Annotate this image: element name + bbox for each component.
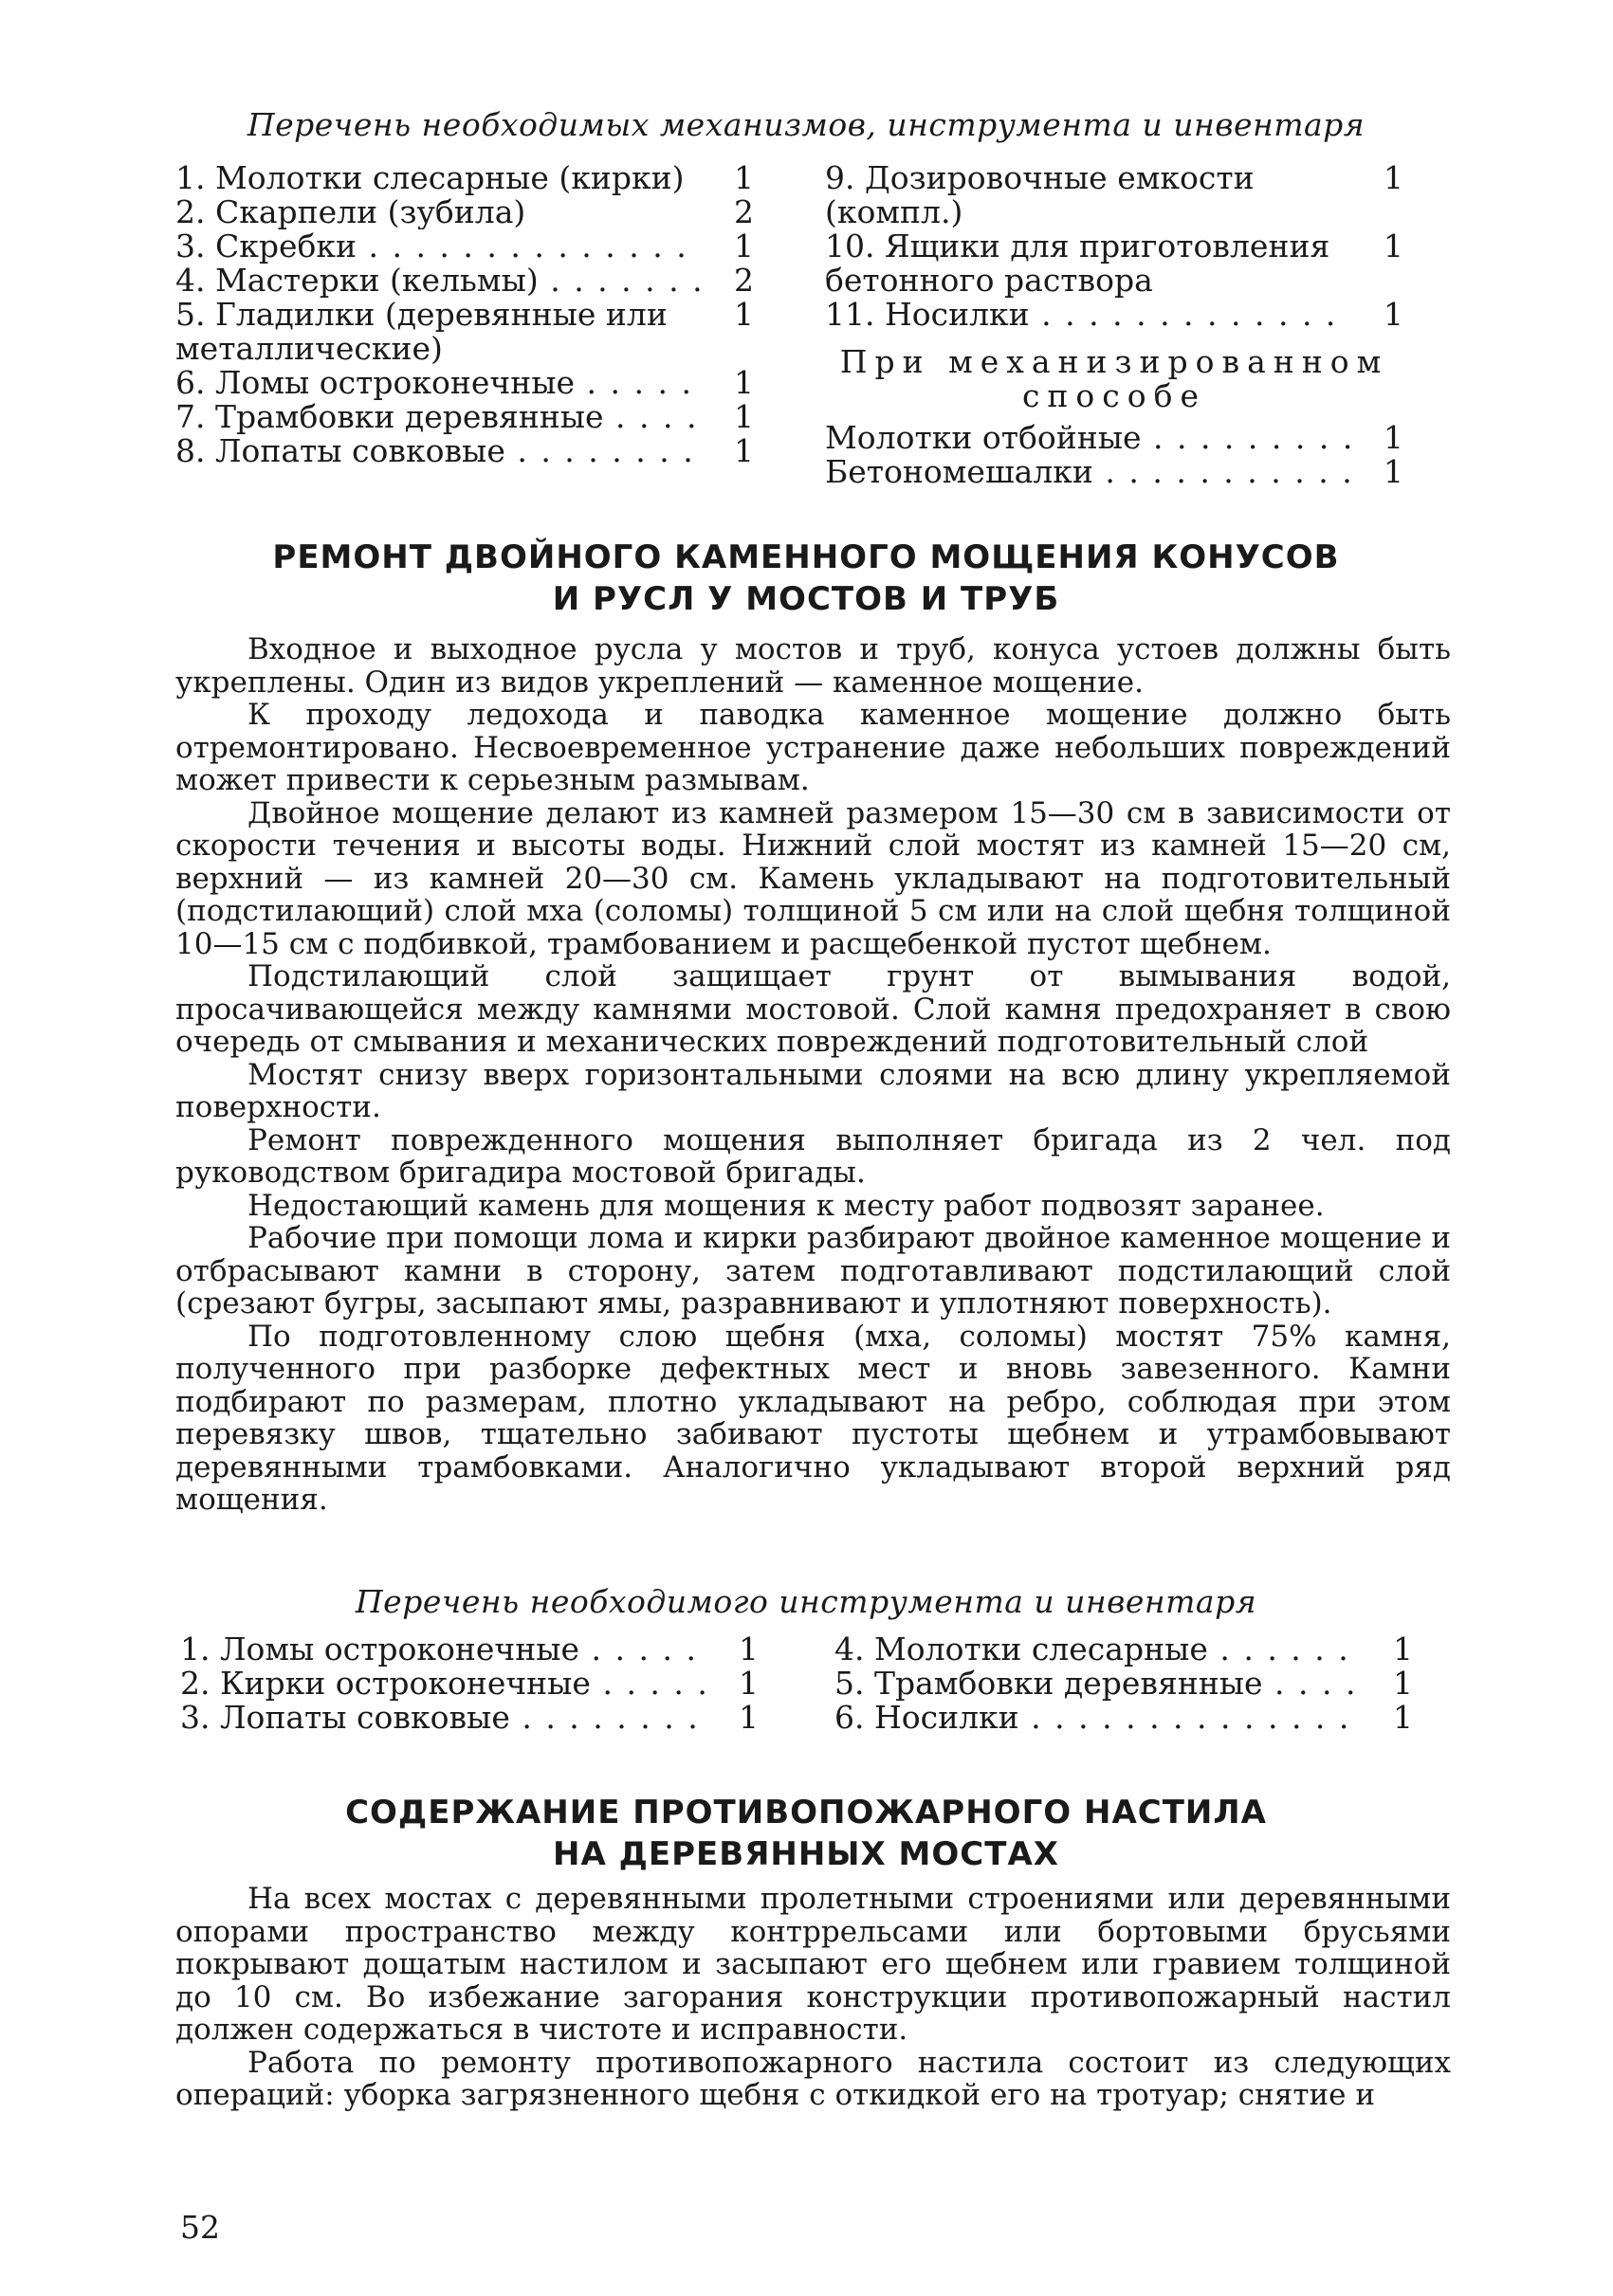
paragraph: Мостят снизу вверх горизонтальными слоями на всю длину укрепляемой поверхности. [175, 1057, 1451, 1124]
instrument-list-left [180, 1632, 759, 1735]
instrument-list-heading: Перечень необходимого инструмента и инвентаря [355, 1583, 1257, 1620]
paragraph: Подстилающий слой защищает грунт от вымывания водой, просачивающейся между камнями мостовой. Слой камня предохраняет в свою очередь от смывания и механических повреждений подготовительный слой [175, 959, 1451, 1059]
page-number: 52 [180, 2209, 220, 2246]
list-item: 7. Трамбовки деревянные . . . 1 [175, 400, 754, 434]
list-item: 6. Носилки . . . 1 [834, 1701, 1413, 1735]
tools-list-left [175, 161, 754, 468]
paragraph: По подготовленному слою щебня (мха, соломы) мостят 75% камня, полученного при разборке дефектных мест и вновь завезенного. Камни подбирают по размерам, плотно укладывают на ребро, соблюдая при этом перевязку швов, тщательно забивают пустоты щебнем и утрамбовывают деревянными трамбовками. Аналогично укладывают второй верхний ряд мощения. [175, 1319, 1451, 1517]
list-item: 3. Лопаты совковые . . . 1 [180, 1701, 759, 1735]
list-item: 2. Кирки остроконечные . . . 1 [180, 1667, 759, 1701]
list-item: 1. Молотки слесарные (кирки) 1 [175, 159, 754, 196]
list-item: 8. Лопаты совковые . . . 1 [175, 434, 754, 468]
tools-list-heading: Перечень необходимых механизмов, инструмента и инвентаря [247, 106, 1366, 143]
list-item: 10. Ящики для приготовления бетонного раствора 1 [825, 228, 1403, 298]
mechanized-subheading: При механизированном способе [839, 343, 1389, 414]
paragraph: Работа по ремонту противопожарного настила состоит из следующих операций: уборка загрязненного щебня с откидкой его на тротуар; снятие и [175, 2045, 1451, 2112]
list-item: Бетономешалки . . . 1 [825, 455, 1403, 489]
paragraph: На всех мостах с деревянными пролетными строениями или деревянными опорами пространство между контррельсами или бортовыми брусьями покрывают дощатым настилом и засыпают его щебнем или гравием толщиной до 10 см. Во избежание загорания конструкции противопожарный настил должен содержаться в чистоте и исправности. [175, 1882, 1451, 2047]
instrument-list-right [834, 1632, 1413, 1735]
list-item: 11. Носилки . . . 1 [825, 298, 1403, 332]
section-body-fire-deck [175, 1883, 1451, 2112]
paragraph: Входное и выходное русла у мостов и труб, конуса устоев должны быть укреплены. Один из видов укреплений — каменное мощение. [175, 632, 1451, 700]
list-item: 5. Гладилки (деревянные или металлические) 1 [175, 296, 754, 366]
paragraph: Двойное мощение делают из камней размером 15—30 см в зависимости от скорости течения и высоты воды. Нижний слой мостят из камней 15—20 см, верхний — из камней 20—30 см. Камень укладывают на подготовительный (подстилающий) слой мха (соломы) толщиной 5 см или на слой щебня толщиной 10—15 см с подбивкой, трамбованием и расщебенкой пустот щебнем. [175, 795, 1451, 961]
tools-list-right [825, 161, 1403, 489]
list-item: 9. Дозировочные емкости (компл.) 1 [825, 159, 1403, 229]
paragraph: Недостающий камень для мощения к месту работ подвозят заранее. [247, 1188, 1325, 1223]
list-item: 4. Мастерки (кельмы) . . . 2 [175, 264, 754, 298]
paragraph: Рабочие при помощи лома и кирки разбирают двойное каменное мощение и отбрасывают камни в сторону, затем подготавливают подстилающий слой (срезают бугры, засыпают ямы, разравнивают и уплотняют поверхность). [175, 1221, 1451, 1321]
list-item: Молотки отбойные . . . 1 [825, 421, 1403, 455]
list-item: 5. Трамбовки деревянные . . . 1 [834, 1667, 1413, 1701]
list-item: 4. Молотки слесарные . . . 1 [834, 1632, 1413, 1667]
list-item: 1. Ломы остроконечные . . . 1 [180, 1632, 759, 1667]
paragraph: Ремонт поврежденного мощения выполняет бригада из 2 чел. под руководством бригадира мостовой бригады. [175, 1122, 1451, 1190]
list-item: 2. Скарпели (зубила) 2 [175, 193, 754, 230]
section-body-stone-paving [175, 633, 1451, 1517]
section-title-fire-deck: СОДЕРЖАНИЕ ПРОТИВОПОЖАРНОГО НАСТИЛА НА ДЕРЕВЯННЫХ МОСТАХ [345, 1794, 1267, 1873]
section-title-stone-paving: РЕМОНТ ДВОЙНОГО КАМЕННОГО МОЩЕНИЯ КОНУСОВ И РУСЛ У МОСТОВ И ТРУБ [272, 538, 1340, 618]
list-item: 6. Ломы остроконечные . . . 1 [175, 366, 754, 400]
paragraph: К проходу ледохода и паводка каменное мощение должно быть отремонтировано. Несвоевременное устранение даже небольших повреждений может привести к серьезным размывам. [175, 698, 1451, 797]
list-item: 3. Скребки . . . 1 [175, 229, 754, 264]
